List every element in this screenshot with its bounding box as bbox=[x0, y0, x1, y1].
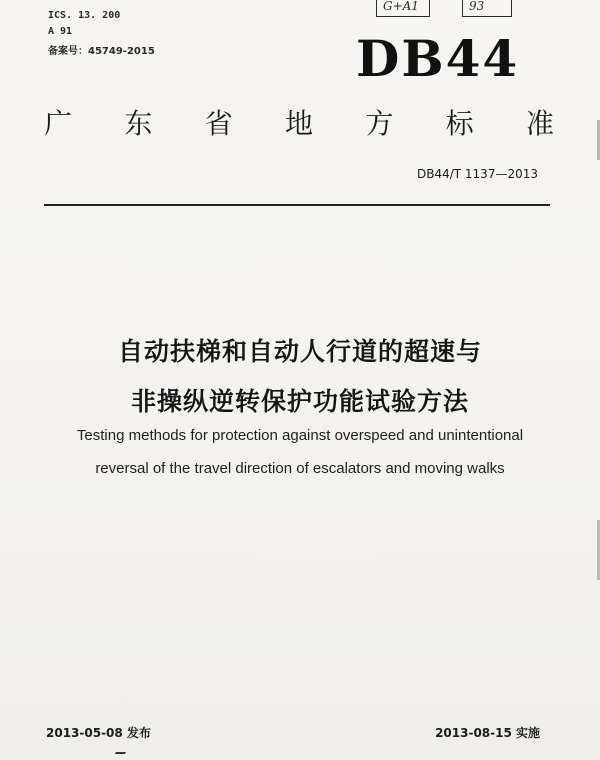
title-english-line-2: reversal of the travel direction of escalators and moving walks bbox=[95, 460, 505, 477]
header-divider bbox=[44, 204, 550, 206]
title-chinese-line-2: 非操纵逆转保护功能试验方法 bbox=[130, 387, 469, 416]
standard-type-char: 广 bbox=[44, 107, 73, 140]
record-number: 备案号：45749-2015 bbox=[48, 46, 155, 57]
issue-date: 2013-05-08 发布 bbox=[46, 726, 151, 740]
standard-type-heading bbox=[44, 104, 554, 144]
standard-type-char: 方 bbox=[365, 107, 394, 140]
standard-type-char: 省 bbox=[204, 107, 233, 140]
standard-number: DB44/T 1137—2013 bbox=[416, 167, 538, 181]
standard-type-char: 准 bbox=[525, 107, 554, 140]
scan-mark bbox=[112, 752, 126, 759]
db44-logo: DB44 bbox=[356, 29, 520, 88]
title-english-line-1: Testing methods for protection against overspeed and unintentional bbox=[76, 427, 524, 444]
archive-stamp-right: 93 bbox=[462, 0, 512, 17]
title-chinese-line-1: 自动扶梯和自动人行道的超速与 bbox=[117, 337, 482, 366]
archive-stamp-left: G+A1 bbox=[376, 0, 430, 17]
ics-code: ICS. 13. 200 bbox=[48, 10, 121, 21]
standard-type-char: 标 bbox=[445, 107, 474, 140]
implementation-date: 2013-08-15 实施 bbox=[435, 726, 540, 740]
standard-type-char: 东 bbox=[124, 107, 153, 140]
classification-code: A 91 bbox=[48, 26, 73, 37]
standard-type-char: 地 bbox=[284, 107, 313, 140]
